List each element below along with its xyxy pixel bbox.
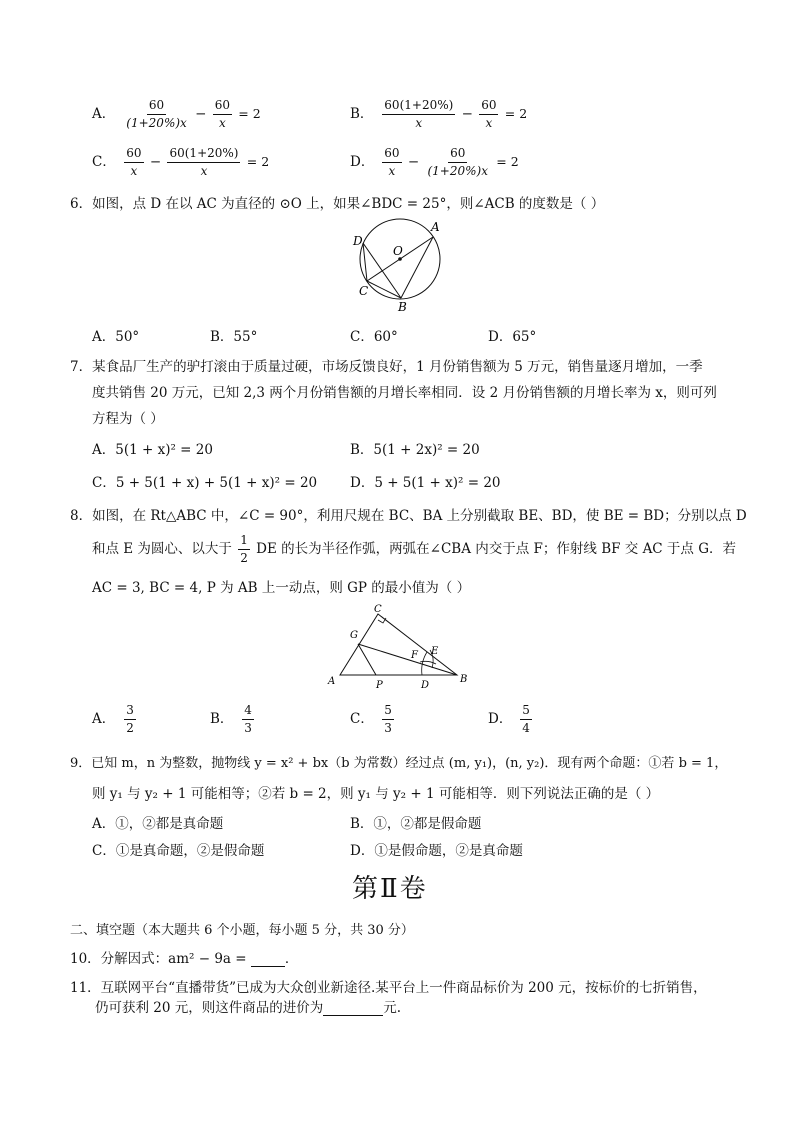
q9-option-a: A．①，②都是真命题 (92, 816, 224, 832)
label-d: D (353, 234, 363, 248)
q7-option-a: A．5(1 + x)² = 20 (92, 442, 213, 458)
fraction: $\frac{60}{(1+20\%)x}$ (126, 98, 187, 130)
fraction-half: $\frac{1}{2}$ (240, 533, 248, 565)
fraction: $\frac{3}{2}$ (126, 703, 134, 735)
answer-blank (323, 1003, 383, 1016)
q6-option-b: B．55° (210, 329, 258, 345)
label-a: A (328, 676, 336, 687)
label-g: G (350, 630, 358, 641)
q9-stem-line2: 则 y₁ 与 y₂ + 1 可能相等；②若 b = 2，则 y₁ 与 y₂ + 1 可能相等．则下列说法正确的是（ ） (92, 786, 660, 802)
fraction: $\frac{60}{x}$ (214, 98, 230, 130)
fraction: $\frac{60}{(1+20\%)x}$ (427, 146, 488, 178)
q7-option-d: D．5 + 5(1 + x)² = 20 (350, 475, 501, 491)
q6-option-d: D．65° (488, 329, 537, 345)
q7-stem-line3: 方程为（ ） (92, 411, 164, 427)
fraction: $\frac{60}{x}$ (384, 146, 400, 178)
part2-heading: 第Ⅱ卷 (352, 874, 428, 904)
q8-stem-line1: 8．如图，在 Rt△ABC 中，∠C = 90°，利用尺规在 BC、BA 上分别截取 BE、BD，使 BE = BD；分别以点 D (70, 508, 747, 524)
q7-stem-line1: 7．某食品厂生产的驴打滚由于质量过硬，市场反馈良好，1 月份销售额为 5 万元，销售量逐月增加，一季 (70, 359, 703, 375)
q9-option-d: D．①是假命题，②是真命题 (350, 843, 523, 859)
q8-option-a: A． $\frac{3}{2}$ (92, 703, 134, 735)
q8-triangle-figure (320, 602, 480, 694)
label-a: A (431, 220, 440, 234)
label-c: C (374, 604, 382, 615)
q9-option-c: C．①是真命题，②是假命题 (92, 843, 265, 859)
q8-option-b: B． $\frac{4}{3}$ (210, 703, 252, 735)
q5-option-b: B． $\frac{60(1+20\%)}{x}$ − $\frac{60}{x}$ = 2 (350, 98, 528, 130)
label-b: B (398, 300, 407, 314)
label-e: E (431, 646, 439, 657)
label-b: B (460, 674, 468, 685)
q7-option-b: B．5(1 + 2x)² = 20 (350, 442, 480, 458)
q6-option-a: A．50° (92, 329, 140, 345)
label-p: P (376, 680, 383, 691)
fraction: $\frac{5}{4}$ (522, 703, 530, 735)
label-o: O (393, 244, 403, 258)
q7-option-c: C．5 + 5(1 + x) + 5(1 + x)² = 20 (92, 475, 318, 491)
q5-option-d: D． $\frac{60}{x}$ − $\frac{60}{(1+20\%)x}$ = 2 (350, 146, 519, 178)
q6-stem: 6．如图，点 D 在以 AC 为直径的 ⊙O 上，如果∠BDC = 25°，则∠ACB 的度数是（ ） (70, 196, 605, 212)
q9-option-b: B．①，②都是假命题 (350, 816, 482, 832)
answer-blank (251, 954, 285, 967)
q9-stem-line1: 9．已知 m，n 为整数，抛物线 y = x² + bx（b 为常数）经过点 (m, y₁)，(n, y₂)．现有两个命题：①若 b = 1， (70, 756, 728, 771)
fraction: $\frac{60(1+20\%)}{x}$ (169, 146, 239, 178)
q7-stem-line2: 度共销售 20 万元，已知 2,3 两个月份销售额的月增长率相同．设 2 月份销售额的月增长率为 x，则可列 (92, 385, 717, 401)
fraction: $\frac{4}{3}$ (244, 703, 252, 735)
q6-option-c: C．60° (350, 329, 398, 345)
section-title-fill-blank: 二、填空题（本大题共 6 个小题，每小题 5 分，共 30 分） (70, 923, 414, 938)
q8-stem-line2: 和点 E 为圆心、以大于 $\frac{1}{2}$ DE 的长为半径作弧，两弧在∠CBA 内交于点 F；作射线 BF 交 AC 于点 G．若 (92, 533, 737, 565)
q10: 10．分解因式：am² − 9a = ． (70, 951, 299, 967)
q11-line1: 11．互联网平台“直播带货”已成为大众创业新途径.某平台上一件商品标价为 200 元，按标价的七折销售， (70, 980, 707, 996)
fraction: $\frac{5}{3}$ (384, 703, 392, 735)
q11-line2: 仍可获利 20 元，则这件商品的进价为 元. (95, 1000, 402, 1016)
fraction: $\frac{60(1+20\%)}{x}$ (384, 98, 454, 130)
q5-option-a: A． $\frac{60}{(1+20\%)x}$ − $\frac{60}{x}$ = 2 (92, 98, 261, 130)
fraction: $\frac{60}{x}$ (126, 146, 142, 178)
label-c: C (359, 284, 369, 298)
fraction: $\frac{60}{x}$ (481, 98, 497, 130)
q6-circle-figure (345, 215, 455, 315)
q8-option-d: D． $\frac{5}{4}$ (488, 703, 530, 735)
label-d: D (421, 680, 430, 691)
q8-option-c: C． $\frac{5}{3}$ (350, 703, 392, 735)
q8-stem-line3: AC = 3, BC = 4, P 为 AB 上一动点，则 GP 的最小值为（ ） (92, 580, 471, 596)
label-f: F (411, 650, 418, 661)
q5-option-c: C． $\frac{60}{x}$ − $\frac{60(1+20\%)}{x}$ = 2 (92, 146, 270, 178)
